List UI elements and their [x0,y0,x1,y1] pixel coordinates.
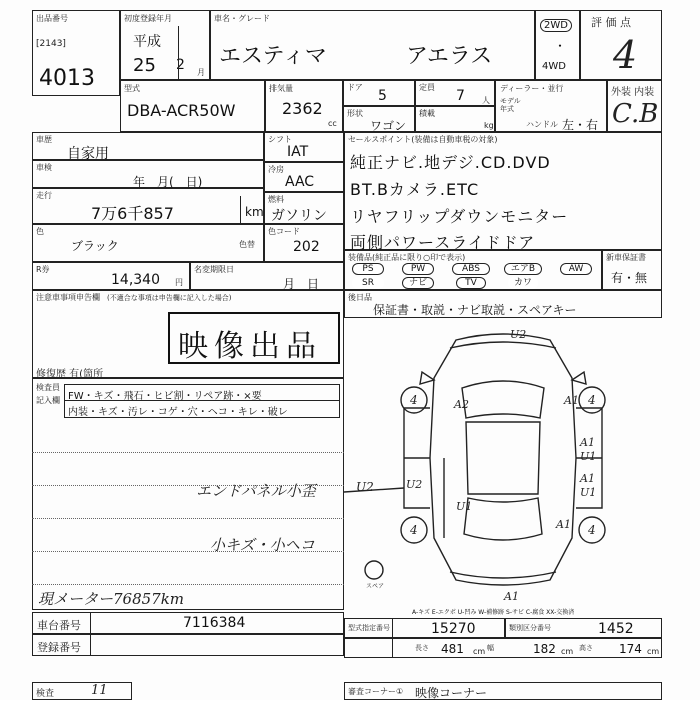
hand-note-1-code: U2 [356,480,374,494]
name-change-label: 名変期限日 [194,265,234,274]
grade: アエラス [406,44,493,69]
diagram-mark-right-door-1: A1 [580,436,595,449]
shape-label: 形状 [347,109,363,118]
name-grade-label: 車名・グレード [214,14,270,23]
dealer-cell [495,80,607,132]
shift: IAT [287,144,309,160]
form-no-cell [344,618,505,638]
color-change-label: 色替 [239,240,255,249]
diagram-mark-right-door-1b: U1 [580,450,597,463]
sales-line-1: 純正ナビ.地デジ.CD.DVD [350,153,551,172]
car-damage-diagram [344,318,662,610]
length-unit: cm [473,647,486,656]
warranty-label: 新車保証書 [606,253,646,262]
bottom-left-cell [32,682,132,700]
model-code: DBA-ACR50W [127,101,236,120]
displacement-cell [265,80,343,132]
color: ブラック [71,239,119,253]
inspector-row-2: 内装・キズ・汚レ・コゲ・穴・ヘコ・キレ・破レ [68,407,288,418]
shape: ワゴン [370,119,407,133]
accessory-text: 保証書・取説・ナビ取説・スペアキー [373,303,577,317]
notes-label: 注意車事項申告欄 [36,293,100,302]
tax-cell [32,262,190,290]
reg-month: 2 [176,57,185,73]
class-no-cell [505,618,662,638]
sales-line-3: リヤフリップダウンモニター [350,207,569,226]
chip-sr: SR [352,277,384,289]
lot-number: 4013 [39,66,95,91]
tax-amount: 14,340 [111,272,160,288]
warranty-cell [602,250,662,290]
spare-label: スペア [366,583,385,590]
color-code-label: 色コード [268,227,300,236]
width: 182 [533,642,556,656]
first-reg-cell [120,10,210,80]
length-label: 長さ [415,644,429,652]
shift-cell [264,132,344,162]
chip-pw: PW [402,263,434,275]
fuel-label: 燃料 [268,195,284,204]
mileage-label: 走行 [36,191,52,200]
wheel-mark-lf: 4 [410,393,418,407]
kg-unit: kg [484,121,494,130]
corner-cell [344,682,662,700]
wheel-mark-lr: 4 [410,523,418,537]
chassis-number: 7116384 [183,615,246,631]
reg-year: 25 [133,55,156,76]
ext-int-grade: C.B [612,99,659,129]
diagram-mark-left-front: A2 [454,398,469,411]
length: 481 [441,642,464,656]
km-unit: km [245,205,264,219]
diagram-mark-right-door-2b: U1 [580,486,597,499]
capacity: 7 [456,88,465,104]
score: 4 [613,33,638,77]
capacity-cell [415,80,495,106]
sales-line-2: BT.Bカメラ.ETC [350,180,480,199]
load-cell [415,106,495,132]
sales-line-4: 両側パワースライドドア [350,233,536,252]
warranty-value: 有・無 [611,271,648,285]
drive-4wd: 4WD [542,61,566,72]
hand-note-1: エンドパネル小歪 [196,482,316,500]
fuel: ガソリン [271,208,327,224]
color-code: 202 [293,239,320,255]
drive-dot: ・ [554,39,567,53]
corner-label: 審査コーナー① [348,687,404,696]
use-label: 車歴 [36,135,52,144]
notes-sub: (不適合な事項は申告欄に記入した場合) [107,294,232,302]
score-label: 評 価 点 [591,16,631,29]
displacement: 2362 [282,99,323,118]
wheel-mark-rf: 4 [588,393,596,407]
doors-cell [343,80,415,106]
reg-label: 登録番号 [37,641,81,654]
name-change-date: 月 日 [283,277,320,291]
yen-unit: 円 [175,278,183,287]
color-code-cell [264,224,344,262]
repair-label: 修復歴 有(箇所 [36,369,104,380]
inspector-check-box [64,384,340,418]
load-label: 積載 [419,109,435,118]
inspection: 年 月( 日) [133,175,203,189]
handle: 左・右 [562,118,599,132]
model-year-label: モデル年式 [500,97,521,113]
height: 174 [619,642,642,656]
video-stamp-text: 映像出品 [178,329,322,364]
doors-label: ドア [347,83,363,92]
era: 平成 [133,34,161,50]
inspector-row-1: FW・キズ・飛石・ヒビ割・リペア跡・×要 [68,391,262,402]
class-no: 1452 [598,621,634,637]
reg-cell [32,634,344,656]
chip-abs: ABS [452,263,490,275]
diagram-mark-right-front: A1 [564,394,579,407]
form-no: 15270 [431,621,476,637]
color-label: 色 [36,227,44,236]
diagram-mark-right-door-2: A1 [580,472,595,485]
accessory-label: 後日品 [348,293,372,302]
height-label: 高さ [579,644,593,652]
ac-label: 冷房 [268,165,284,174]
name-grade-cell [210,10,535,80]
bottom-left-label: 検査 [36,689,55,699]
width-label: 幅 [487,644,494,652]
equipment-label: 装備品(純正品に限り○印で表示) [348,253,466,262]
diagram-mark-front: U2 [510,328,527,341]
chip-airbag: エアB [504,263,542,275]
model-code-label: 型式 [124,84,140,93]
capacity-label: 定員 [419,83,435,92]
inspection-label: 車検 [36,163,52,172]
model-code-cell [120,80,265,132]
hand-note-2: 小キズ・小ヘコ [210,536,315,554]
corner: 映像コーナー [415,686,488,700]
ext-int-cell [607,80,662,132]
diagram-mark-left-rear: U2 [406,478,423,491]
lot-label: 出品番号 [36,14,68,23]
doors: 5 [378,88,387,104]
form-no-label: 型式指定番号 [348,624,390,632]
diagram-mark-rear: A1 [504,590,519,603]
chassis-label: 車台番号 [37,619,81,632]
hand-note-3: 現メーター76857km [38,590,185,608]
inspector-label-1: 検査員 [36,383,60,392]
lot-sub: [2143] [36,39,66,49]
tax-label: R券 [36,265,50,274]
displacement-label: 排気量 [269,84,293,93]
cc-unit: cc [328,119,337,128]
score-cell [580,10,662,80]
chassis-cell [32,612,344,634]
color-cell [32,224,264,262]
shift-label: シフト [268,135,292,144]
width-unit: cm [561,647,574,656]
diagram-mark-left-rear-2: U1 [456,500,473,513]
inspection-cell [32,160,264,188]
chip-aw: AW [560,263,592,275]
ac: AAC [285,174,315,190]
class-no-label: 類別区分番号 [509,624,551,632]
month-unit: 月 [197,68,205,77]
diagram-mark-right-rear: A1 [556,518,571,531]
lot-cell [32,10,120,96]
chip-navi: ナビ [402,277,434,289]
mileage-cell [32,188,264,224]
height-unit: cm [647,647,660,656]
bottom-left-value: 11 [91,683,108,698]
use-cell [32,132,264,160]
ac-cell [264,162,344,192]
sales-points-label: セールスポイント(装備は自動車税の対象) [348,135,498,144]
accessory-cell [344,290,662,318]
use: 自家用 [67,146,109,162]
drive-cell [535,10,580,80]
first-reg-label: 初度登録年月 [124,14,172,23]
chip-tv: TV [456,277,486,289]
drive-2wd: 2WD [540,19,572,32]
diagram-legend: A-キズ E-エクボ U-凹み W-補修跡 S-サビ C-腐食 XX-交換済 [412,609,575,616]
inspector-label-2: 記入欄 [36,396,60,405]
chip-leather: カワ [508,277,538,289]
ext-int-label: 外装 内装 [611,87,655,98]
name-change-cell [190,262,344,290]
wheel-mark-rr: 4 [588,523,596,537]
model-name: エスティマ [219,44,327,69]
handle-label: ハンドル [526,120,558,129]
shape-cell [343,106,415,132]
persons-unit: 人 [482,96,490,105]
chip-ps: PS [352,263,384,275]
dealer-label: ディーラー・並行 [500,84,564,93]
fuel-cell [264,192,344,224]
mileage: 7万6千857 [91,204,174,223]
video-stamp [168,312,340,364]
